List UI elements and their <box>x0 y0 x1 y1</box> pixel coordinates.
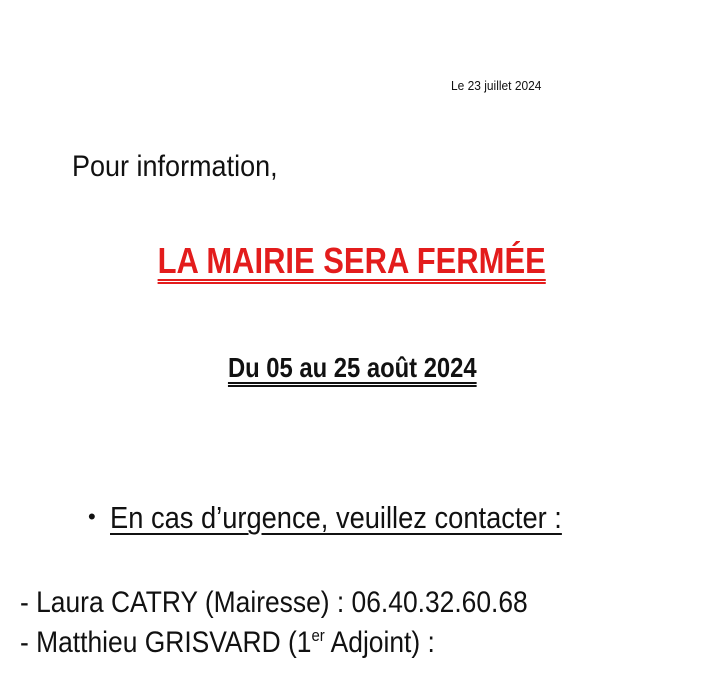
contact-item-deputy <box>20 626 528 666</box>
contact-deputy-role: Adjoint) : <box>324 626 435 659</box>
emergency-line <box>88 500 623 536</box>
document-date: Le 23 juillet 2024 <box>451 78 542 93</box>
contact-item-mayor <box>20 586 528 626</box>
contact-deputy-superscript: er <box>311 626 325 645</box>
bullet-icon: • <box>88 504 96 529</box>
emergency-instruction: En cas d’urgence, veuillez contacter : <box>109 500 562 535</box>
headline-container <box>0 240 704 282</box>
closure-headline: LA MAIRIE SERA FERMÉE <box>157 240 547 281</box>
period-container <box>0 352 704 384</box>
contact-deputy-name: - Matthieu GRISVARD (1 <box>20 626 312 659</box>
intro-text: Pour information, <box>72 150 278 183</box>
contact-list <box>20 586 597 666</box>
contact-mayor-text: - Laura CATRY (Mairesse) : 06.40.32.60.68 <box>20 586 528 619</box>
closure-period: Du 05 au 25 août 2024 <box>227 352 477 383</box>
